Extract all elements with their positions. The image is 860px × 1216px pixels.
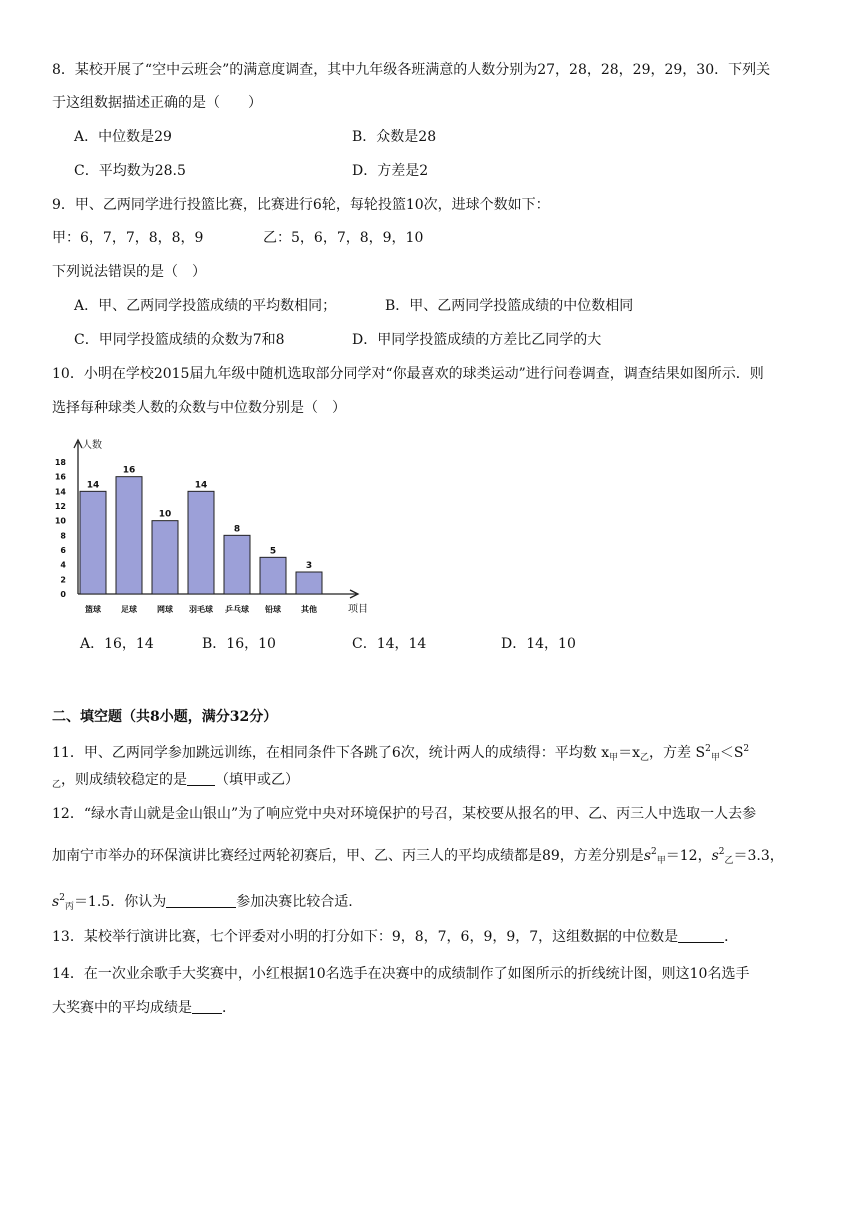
q11-sup-2: 2 [743,744,750,754]
q11-sub-yi: 乙 [640,753,650,763]
q9-line1: 9．甲、乙两同学进行投篮比赛，比赛进行6轮，每轮投篮10次，进球个数如下： [52,197,550,213]
q11-line1 [52,739,749,768]
y-tick-label: 8 [60,531,66,541]
q11-sub-yi-2: 乙 [52,780,62,790]
y-tick-label: 6 [60,546,66,555]
q13-answer-blank[interactable] [678,928,724,943]
q14-answer-blank[interactable] [192,999,222,1014]
y-tick-label: 12 [54,502,66,511]
y-tick-label: 10 [54,516,66,526]
q11-s-jia: $S^2_甲$ [695,744,720,763]
q12-tail: 参加决赛比较合适. [236,894,353,910]
q12-sub-yi: 乙 [724,856,734,866]
q10-option-d: D．14，10 [501,636,576,652]
bar [224,535,250,594]
y-tick-label: 14 [54,487,66,497]
q12-line1: 12．“绿水青山就是金山银山”为了响应党中央对环境保护的号召，某校要从报名的甲、乙、丙三人中选取一人去参 [52,806,757,822]
q9-yi-data: 乙：5，6，7，8，9，10 [263,230,424,246]
q12-v1: ＝12， [665,848,712,864]
y-tick-label: 4 [60,560,66,570]
q11-line2 [52,770,299,795]
q9-line3: 下列说法错误的是（ ） [52,264,206,280]
category-label: 铅球 [265,605,281,614]
q8-option-b: B．众数是28 [352,129,437,145]
bar-data-label: 10 [158,509,172,520]
bar [296,572,322,594]
bar [152,521,178,594]
bar [188,491,214,594]
bar-data-label: 5 [269,546,277,557]
bar-chart [40,428,380,628]
q10-line1: 10．小明在学校2015届九年级中随机选取部分同学对“你最喜欢的球类运动”进行问卷调查，调查结果如图所示．则 [52,366,764,382]
q8-option-a: A．中位数是29 [74,129,172,145]
q10-option-b: B．16，10 [202,636,276,652]
q10-line2: 选择每种球类人数的众数与中位数分别是（ ） [52,400,346,416]
q8-line2: 于这组数据描述正确的是（ ） [52,95,262,111]
q11-lt: ＜S [719,745,744,761]
q13-end: ． [724,929,739,945]
q14-end: ． [222,1000,236,1016]
y-tick-label: 16 [54,472,66,482]
q12-v3: ＝1.5．你认为 [73,894,167,910]
q10-option-c: C．14，14 [352,636,427,652]
q8-option-c: C．平均数为28.5 [74,163,186,179]
y-tick-label: 18 [54,458,66,467]
q12-v2: ＝3.3， [733,848,784,864]
q11-eq: ＝x [618,745,641,761]
q9-option-c: C．甲同学投篮成绩的众数为7和8 [74,332,285,348]
q14-text: 大奖赛中的平均成绩是 [52,1000,192,1016]
q13-line [52,927,738,947]
q12-text-a: 加南宁市举办的环保演讲比赛经过两轮初赛后，甲、乙、丙三人的平均成绩都是89，方差分别是 [52,848,644,864]
q11-text-a: 11．甲、乙两同学参加跳远训练，在相同条件下各跳了6次，统计两人的成绩得：平均数 [52,745,597,761]
q9-option-d: D．甲同学投篮成绩的方差比乙同学的大 [352,332,602,348]
bar-data-label: 3 [305,561,313,571]
q12-line3: $s^2_丙=1.5$．你认为 参加决赛比较合适. [52,893,353,912]
category-label: 网球 [157,605,173,614]
q11-text-c: ，则成绩较稳定的是 [61,772,188,788]
q12-line2: 加南宁市举办的环保演讲比赛经过两轮初赛后，甲、乙、丙三人的平均成绩都是89，方差分别是$s^2_甲=12$，$s^2_乙=3.3$， [52,847,784,866]
bar [80,491,106,594]
y-tick-label: 0 [60,590,66,599]
y-axis-label: 人数 [82,440,102,451]
q8-option-d: D．方差是2 [352,163,429,179]
q11-text-d: （填甲或乙） [215,772,300,788]
q8-line1: 8．某校开展了“空中云班会”的满意度调查，其中九年级各班满意的人数分别为27，28，28，29，29，30．下列关 [52,62,771,78]
q12-sub-jia: 甲 [656,856,666,866]
bar-chart-svg [40,428,380,628]
q10-option-a: A．16，14 [80,636,154,652]
category-label: 羽毛球 [189,605,213,614]
section-title: 二、填空题（共8小题，满分32分） [52,709,278,725]
category-label: 篮球 [85,605,101,614]
q11-text-b: ，方差 [649,745,692,761]
q12-answer-blank[interactable] [166,893,236,908]
q9-option-a: A．甲、乙两同学投篮成绩的平均数相同； [74,298,337,314]
bar-data-label: 14 [194,480,208,491]
bar-data-label: 14 [86,480,100,491]
bar-data-label: 8 [233,524,241,535]
category-label: 其他 [301,605,317,614]
y-tick-label: 2 [60,575,66,585]
bar [260,557,286,594]
q14-line2 [52,998,236,1018]
x-axis-label: 项目 [348,604,368,615]
q13-text: 13．某校举行演讲比赛，七个评委对小明的打分如下：9，8，7，6，9，9，7，这组数据的中位数是 [52,929,679,945]
q12-sub-bing: 丙 [64,902,74,912]
q11-answer-blank[interactable] [187,771,215,786]
category-label: 足球 [121,605,137,614]
q9-jia-data: 甲：6，7，7，8，8，9 [52,230,204,246]
q14-line1: 14．在一次业余歌手大奖赛中，小红根据10名选手在决赛中的成绩制作了如图所示的折线统计图，则这10名选手 [52,966,750,982]
category-label: 乒乓球 [225,605,249,614]
q9-option-b: B．甲、乙两同学投篮成绩的中位数相同 [385,298,634,314]
bar-data-label: 16 [122,465,136,476]
bar [116,477,142,594]
q11-x-jia: $x_甲$ [601,745,619,763]
